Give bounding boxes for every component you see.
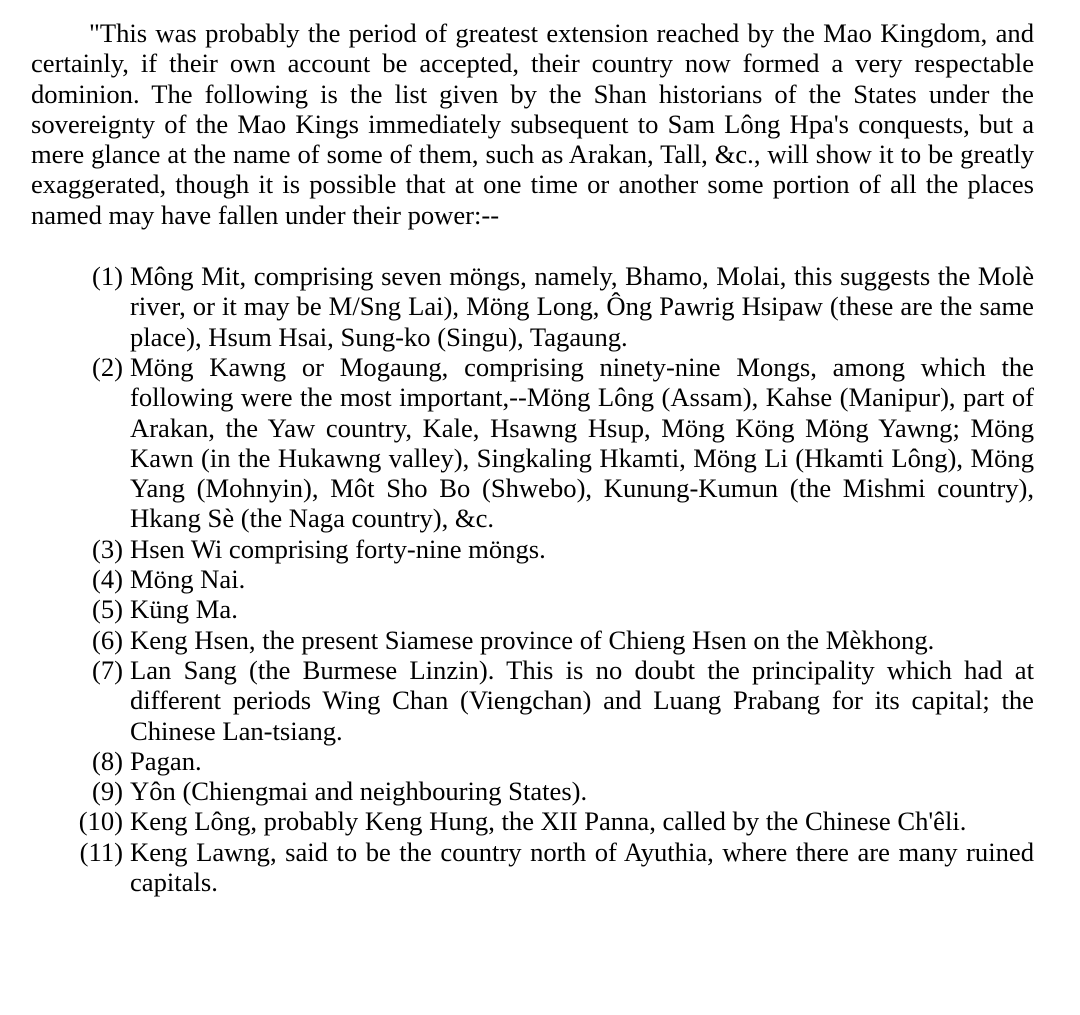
list-item-text: Möng Nai. <box>130 564 246 595</box>
list-item-number: (10) <box>78 806 123 837</box>
list-item-number: (9) <box>91 776 123 807</box>
list-item-number: (1) <box>91 261 123 292</box>
list-item-number: (4) <box>91 564 123 595</box>
list-item-text: Yôn (Chiengmai and neighbouring States). <box>130 776 588 807</box>
list-item-text: Keng Hsen, the present Siamese province of Chieng Hsen on the Mèkhong. <box>130 624 935 655</box>
list-item-number: (8) <box>91 745 123 776</box>
list-item-number: (3) <box>91 533 123 564</box>
list-item <box>91 351 1034 534</box>
list-item-number: (2) <box>91 351 123 382</box>
list-item-text: Möng Kawng or Mogaung, comprising ninety-nine Mongs, among which the following were the most important,--Möng Lông (Assam), Kahse (Manipur), part of Arakan, the Yaw country, Kale, Hsawng Hsup, Möng Köng Möng Yawng; Möng Kawn (in the Hukawng valley), Singkaling Hkamti, Möng Li (Hkamti Lông), Möng Yang (Mohnyin), Môt Sho Bo (Shwebo), Kunung-Kumun (the Mishmi country), Hkang Sè (the Naga country), &c. <box>130 351 1034 534</box>
state-list <box>31 261 1034 897</box>
list-item <box>79 836 1034 898</box>
list-item <box>78 806 1034 837</box>
list-item <box>91 654 1034 746</box>
list-item <box>91 261 1034 352</box>
list-item <box>91 745 1034 776</box>
list-item-text: Mông Mit, comprising seven möngs, namely, Bhamo, Molai, this suggests the Molè river, or it may be M/Sng Lai), Möng Long, Ông Pawrig Hsipaw (these are the same place), Hsum Hsai, Sung-ko (Singu), Tagaung. <box>130 261 1034 352</box>
list-item <box>91 564 1034 595</box>
list-item <box>91 776 1034 807</box>
list-item-text: Keng Lawng, said to be the country north of Ayuthia, where there are many ruined capitals. <box>130 836 1034 898</box>
list-item <box>91 624 1034 655</box>
list-item-text: Hsen Wi comprising forty-nine möngs. <box>130 533 546 564</box>
list-item-number: (5) <box>91 594 123 625</box>
list-item <box>91 533 1034 564</box>
list-item-text: Pagan. <box>130 745 202 776</box>
intro-paragraph: "This was probably the period of greatest extension reached by the Mao Kingdom, and certainly, if their own account be accepted, their country now formed a very respectable dominion. The following is the list given by the Shan historians of the States under the sovereignty of the Mao Kings immediately subsequent to Sam Lông Hpa's conquests, but a mere glance at the name of some of them, such as Arakan, Tall, &c., will show it to be greatly exaggerated, though it is possible that at one time or another some portion of all the places named may have fallen under their power:-- <box>31 18 1034 230</box>
list-item-number: (7) <box>91 654 123 685</box>
document-page <box>31 18 1034 897</box>
list-item-number: (6) <box>91 624 123 655</box>
list-item-number: (11) <box>79 836 123 867</box>
list-item <box>91 594 1034 625</box>
list-item-text: Keng Lông, probably Keng Hung, the XII Panna, called by the Chinese Ch'êli. <box>130 806 967 837</box>
list-item-text: Küng Ma. <box>130 594 238 625</box>
list-item-text: Lan Sang (the Burmese Linzin). This is no doubt the principality which had at different periods Wing Chan (Viengchan) and Luang Prabang for its capital; the Chinese Lan-tsiang. <box>130 654 1034 746</box>
